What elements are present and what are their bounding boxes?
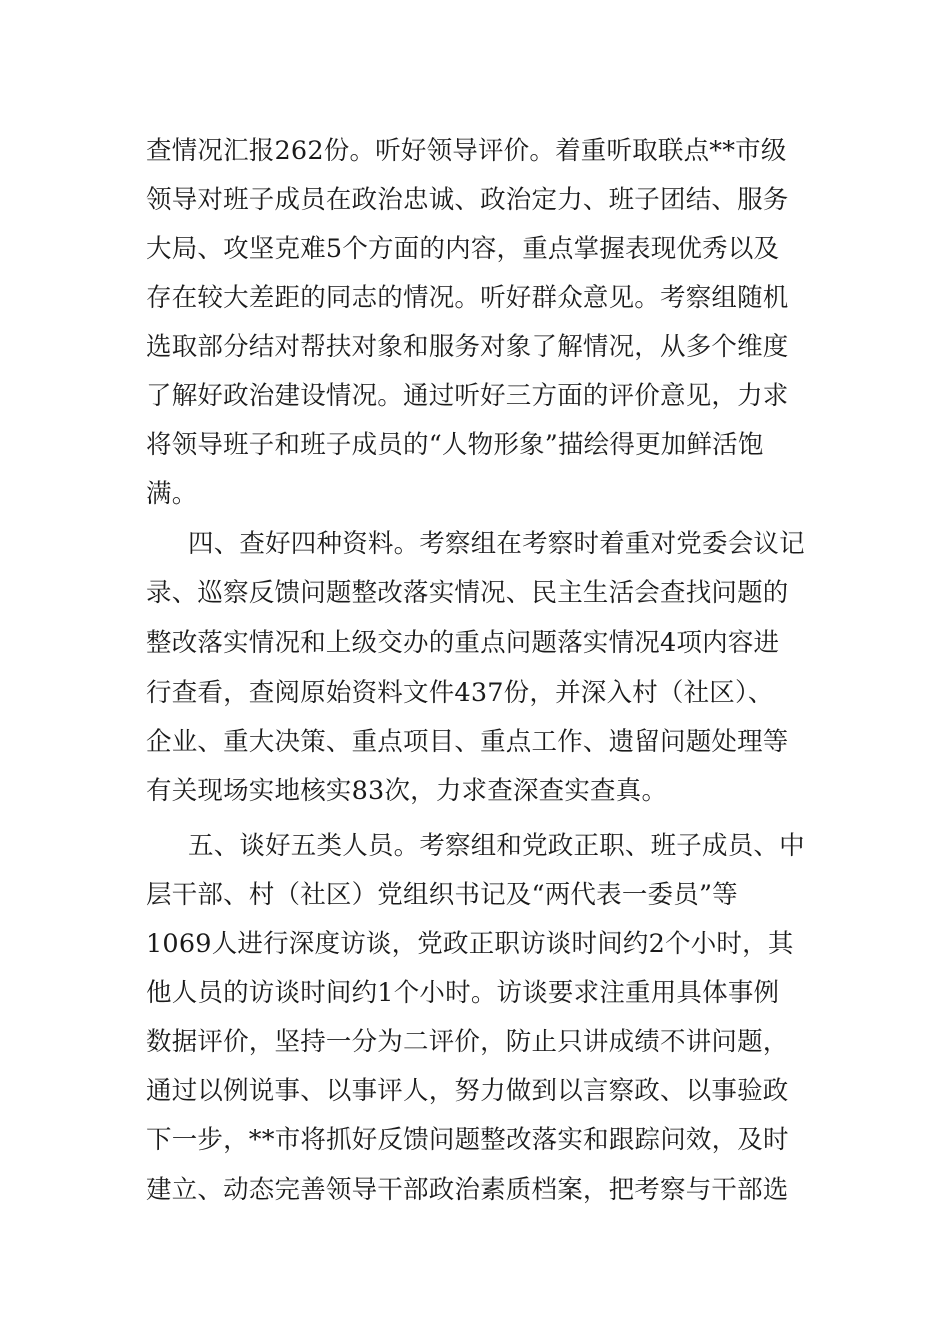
text-line-20: 通过以例说事、以事评人，努力做到以言察政、以事验政 <box>146 1076 789 1106</box>
text-line-17: 1069人进行深度访谈，党政正职访谈时间约2个小时，其 <box>146 929 794 959</box>
paragraph-4-line-1: 四、查好四种资料。考察组在考察时着重对党委会议记 <box>188 529 805 559</box>
text-line-12: 行查看，查阅原始资料文件437份，并深入村（社区）、 <box>146 678 774 708</box>
text-line-4: 存在较大差距的同志的情况。听好群众意见。考察组随机 <box>146 283 789 313</box>
text-line-8: 满。 <box>146 479 198 509</box>
text-line-16: 层干部、村（社区）党组织书记及“两代表一委员”等 <box>146 880 738 910</box>
text-line-19: 数据评价，坚持一分为二评价，防止只讲成绩不讲问题， <box>146 1027 789 1057</box>
text-line-3: 大局、攻坚克难5个方面的内容，重点掌握表现优秀以及 <box>146 234 780 264</box>
text-line-10: 录、巡察反馈问题整改落实情况、民主生活会查找问题的 <box>146 578 789 608</box>
text-line-6: 了解好政治建设情况。通过听好三方面的评价意见，力求 <box>146 381 789 411</box>
text-line-7: 将领导班子和班子成员的“人物形象”描绘得更加鲜活饱 <box>146 430 764 460</box>
text-line-2: 领导对班子成员在政治忠诚、政治定力、班子团结、服务 <box>146 185 789 215</box>
text-line-22: 建立、动态完善领导干部政治素质档案，把考察与干部选 <box>146 1175 789 1205</box>
text-line-14: 有关现场实地核实83次，力求查深查实查真。 <box>146 776 668 806</box>
text-line-11: 整改落实情况和上级交办的重点问题落实情况4项内容进 <box>146 628 780 658</box>
text-line-1: 查情况汇报262份。听好领导评价。着重听取联点**市级 <box>146 136 787 166</box>
text-line-21: 下一步，**市将抓好反馈问题整改落实和跟踪问效，及时 <box>146 1125 789 1155</box>
text-line-5: 选取部分结对帮扶对象和服务对象了解情况，从多个维度 <box>146 332 789 362</box>
text-line-13: 企业、重大决策、重点项目、重点工作、遗留问题处理等 <box>146 727 789 757</box>
paragraph-5-line-1: 五、谈好五类人员。考察组和党政正职、班子成员、中 <box>188 831 805 861</box>
text-line-18: 他人员的访谈时间约1个小时。访谈要求注重用具体事例 <box>146 978 780 1008</box>
